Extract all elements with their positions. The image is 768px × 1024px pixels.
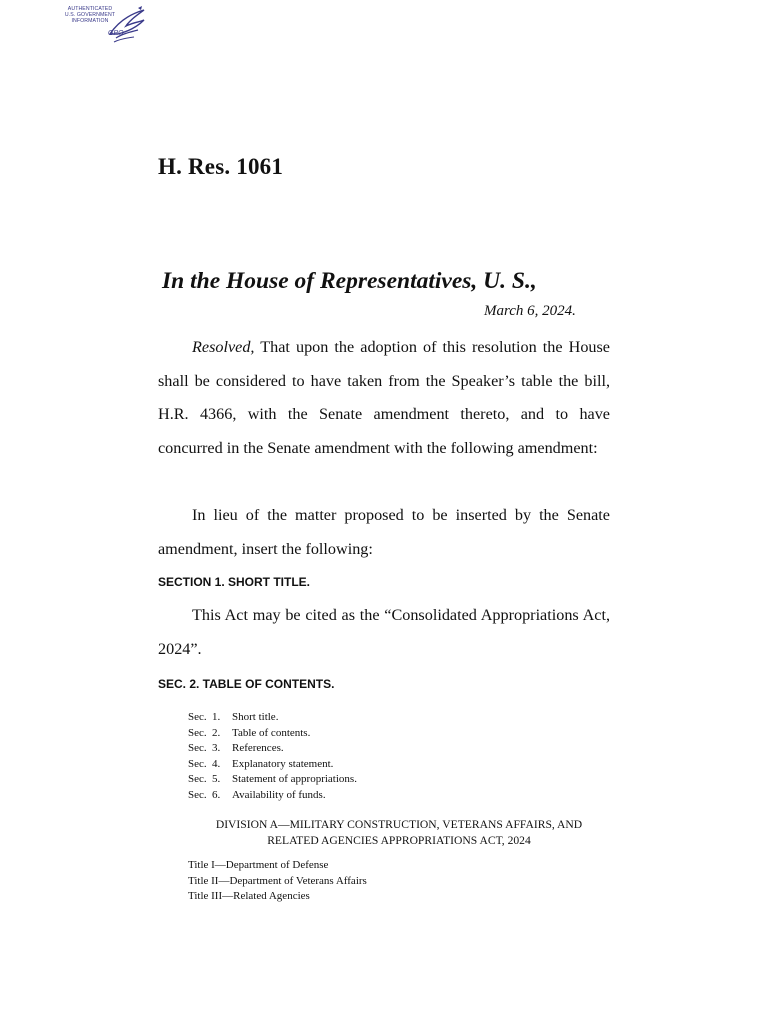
title-item: Title II—Department of Veterans Affairs	[188, 874, 367, 887]
title-item: Title III—Related Agencies	[188, 890, 310, 902]
toc-item: Sec. 5. Statement of appropriations.	[188, 773, 357, 785]
toc-item: Sec. 6. Availability of funds.	[188, 788, 326, 801]
gpo-abbr: GPO	[108, 30, 124, 37]
gpo-authentication-seal	[58, 4, 148, 48]
amendment-text: In lieu of the matter proposed to be inserted by the Senate amendment, insert the following:	[158, 506, 610, 558]
house-heading: In the House of Representatives, U. S.,	[162, 268, 537, 294]
seal-text: AUTHENTICATED U.S. GOVERNMENT INFORMATION	[64, 6, 116, 24]
division-a-titles	[188, 858, 367, 905]
section-2-heading: SEC. 2. TABLE OF CONTENTS.	[158, 677, 335, 691]
amendment-paragraph	[158, 499, 610, 566]
title-item: Title I—Department of Defense	[188, 859, 329, 871]
division-a-heading	[188, 817, 610, 848]
toc-item: Sec. 4. Explanatory statement.	[188, 757, 334, 770]
division-a-line-1: DIVISION A—MILITARY CONSTRUCTION, VETERANS AFFAIRS, AND	[215, 818, 583, 831]
toc-item: Sec. 1. Short title.	[188, 711, 279, 723]
short-title-text: This Act may be cited as the “Consolidated Appropriations Act, 2024”.	[158, 606, 610, 658]
section-1-heading: SECTION 1. SHORT TITLE.	[158, 575, 311, 589]
resolution-number: H. Res. 1061	[158, 154, 284, 179]
toc-item: Sec. 2. Table of contents.	[188, 726, 311, 739]
resolution-date: March 6, 2024.	[484, 303, 576, 319]
division-a-line-2: RELATED AGENCIES APPROPRIATIONS ACT, 2024	[267, 833, 531, 847]
table-of-contents	[188, 710, 357, 803]
resolved-paragraph	[158, 331, 610, 465]
resolved-lead: Resolved,	[192, 338, 255, 356]
short-title-paragraph	[158, 599, 610, 666]
eagle-icon	[104, 4, 148, 48]
resolved-text: That upon the adoption of this resolution the House shall be considered to have taken from the Speaker’s table the bill, H.R. 4366, with the Senate amendment thereto, and to have concurred in the Senate amendment with the following amendment:	[158, 338, 610, 457]
toc-item: Sec. 3. References.	[188, 742, 284, 754]
